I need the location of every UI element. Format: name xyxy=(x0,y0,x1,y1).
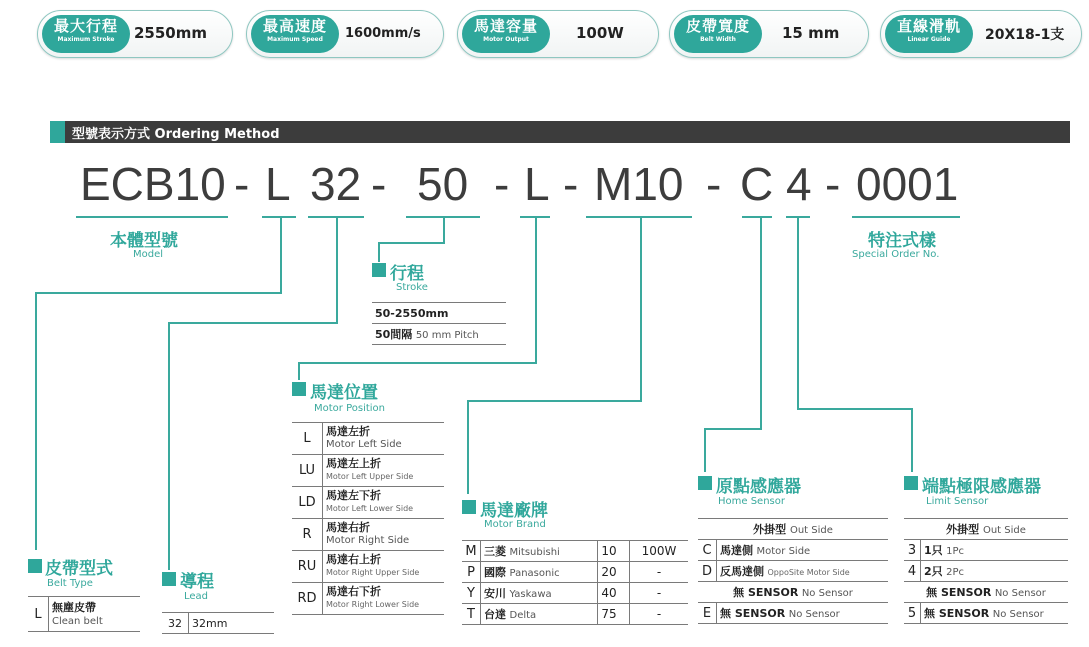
table-row xyxy=(462,541,688,562)
brand-watt: - xyxy=(629,562,688,583)
model-separator: - xyxy=(234,158,250,210)
position-desc xyxy=(323,551,445,583)
brand-num: 10 xyxy=(598,541,630,562)
table-header xyxy=(904,519,1068,540)
table-row xyxy=(292,455,444,487)
lead-label-en: Lead xyxy=(184,591,209,602)
connector-home xyxy=(704,428,762,430)
connector-belt xyxy=(35,292,282,294)
table-row xyxy=(162,613,274,634)
brand-code: Y xyxy=(462,583,481,604)
position-en: Motor Right Upper Side xyxy=(326,568,420,577)
brand-label: 馬達廠牌 xyxy=(480,501,548,521)
table-row xyxy=(698,561,888,582)
connector-brand xyxy=(467,400,469,494)
home-zh: 反馬達側 xyxy=(720,565,764,578)
home-desc xyxy=(698,582,888,603)
spec-pill-stroke xyxy=(37,10,233,58)
limit-code: 4 xyxy=(904,561,921,582)
spec-title: 直線滑軌 xyxy=(896,17,961,35)
brand-table xyxy=(462,540,688,625)
spec-badge xyxy=(462,15,550,53)
spec-subtitle: Motor Output xyxy=(483,36,529,43)
underline-motor xyxy=(586,216,692,218)
belt-desc xyxy=(49,597,141,632)
brand-num: 75 xyxy=(598,604,630,625)
underline-model xyxy=(76,216,228,218)
table-row xyxy=(292,583,444,615)
belt-label: 皮帶型式 xyxy=(45,559,113,579)
stroke-marker xyxy=(372,263,386,277)
position-desc xyxy=(323,519,445,551)
connector-stroke xyxy=(443,218,445,244)
home-head-en: Out Side xyxy=(789,525,833,536)
limit-en: No Sensor xyxy=(992,609,1044,620)
home-en: Motor Side xyxy=(756,546,811,557)
connector-limit xyxy=(911,408,913,472)
brand-zh: 台達 xyxy=(484,608,506,621)
position-code: LU xyxy=(292,455,323,487)
limit-desc xyxy=(921,603,1069,624)
limit-head-en: Out Side xyxy=(982,525,1026,536)
home-zh: 無 SENSOR xyxy=(733,586,799,599)
position-zh: 馬達左折 xyxy=(326,425,370,438)
connector-brand xyxy=(640,218,642,402)
position-code: LD xyxy=(292,487,323,519)
home-marker xyxy=(698,476,712,490)
connector-position xyxy=(298,362,300,380)
model-separator: - xyxy=(563,158,579,210)
limit-en: 1Pc xyxy=(946,546,965,557)
position-zh: 馬達右折 xyxy=(326,521,370,534)
table-row xyxy=(292,487,444,519)
brand-en: Mitsubishi xyxy=(509,547,560,558)
model-part-base: ECB10 xyxy=(80,158,226,210)
brand-code: M xyxy=(462,541,481,562)
limit-desc xyxy=(921,561,1069,582)
stroke-label: 行程 xyxy=(390,264,424,284)
model-part-belt: L xyxy=(265,158,291,210)
model-part-motor: M10 xyxy=(594,158,684,210)
position-en: Motor Right Lower Side xyxy=(326,600,420,609)
brand-name xyxy=(481,541,598,562)
stroke-table xyxy=(372,302,506,345)
spec-badge xyxy=(885,15,973,53)
lead-label: 導程 xyxy=(180,572,214,592)
home-head xyxy=(698,519,888,540)
model-part-stroke: 50 xyxy=(417,158,469,210)
stroke-label-en: Stroke xyxy=(396,282,428,293)
brand-watt: 100W xyxy=(629,541,688,562)
position-zh: 馬達左上折 xyxy=(326,457,381,470)
connector-home xyxy=(760,218,762,430)
stroke-pitch-zh: 50間隔 xyxy=(375,328,413,341)
table-row xyxy=(462,562,688,583)
table-row xyxy=(904,603,1068,624)
home-en: OppoSite Motor Side xyxy=(767,568,850,577)
stroke-range xyxy=(372,303,506,324)
spec-subtitle: Linear Guide xyxy=(907,36,951,43)
brand-en: Delta xyxy=(509,610,537,621)
section-header-accent xyxy=(50,121,65,143)
spec-pill-motor xyxy=(457,10,659,58)
position-zh: 馬達左下折 xyxy=(326,489,381,502)
brand-zh: 國際 xyxy=(484,566,506,579)
table-row xyxy=(462,604,688,625)
home-code: E xyxy=(698,603,717,624)
position-zh: 馬達右下折 xyxy=(326,585,381,598)
stroke-pitch xyxy=(372,324,506,345)
belt-code: L xyxy=(28,597,49,632)
position-en: Motor Left Upper Side xyxy=(326,472,414,481)
table-row xyxy=(292,551,444,583)
model-label-en: Model xyxy=(133,249,164,260)
brand-name xyxy=(481,583,598,604)
limit-code: 3 xyxy=(904,540,921,561)
table-row xyxy=(292,423,444,455)
model-separator: - xyxy=(494,158,510,210)
spec-value: 100W xyxy=(576,24,624,42)
limit-desc xyxy=(921,540,1069,561)
underline-home xyxy=(742,216,772,218)
table-row xyxy=(698,582,888,603)
position-code: L xyxy=(292,423,323,455)
position-desc xyxy=(323,423,445,455)
brand-marker xyxy=(462,500,476,514)
spec-value: 15 mm xyxy=(782,24,840,42)
position-desc xyxy=(323,487,445,519)
model-part-home: C xyxy=(740,158,774,210)
connector-position xyxy=(298,362,537,364)
home-label: 原點感應器 xyxy=(716,477,801,497)
position-code: R xyxy=(292,519,323,551)
connector-lead xyxy=(168,322,338,324)
position-desc xyxy=(323,583,445,615)
connector-stroke xyxy=(378,242,445,244)
brand-zh: 三菱 xyxy=(484,545,506,558)
connector-home xyxy=(704,428,706,472)
special-label-en: Special Order No. xyxy=(852,249,940,260)
home-label-en: Home Sensor xyxy=(718,496,785,507)
limit-head xyxy=(904,519,1068,540)
lead-marker xyxy=(162,572,176,586)
home-desc xyxy=(717,603,889,624)
brand-num: 20 xyxy=(598,562,630,583)
lead-value: 32mm xyxy=(189,613,275,634)
stroke-range-text: 50-2550mm xyxy=(375,306,449,320)
limit-label: 端點極限感應器 xyxy=(922,477,1041,497)
limit-zh: 2只 xyxy=(924,565,943,578)
table-row xyxy=(904,582,1068,603)
spec-value: 20X18-1支 xyxy=(985,27,1065,43)
home-head-zh: 外掛型 xyxy=(753,523,787,536)
lead-code: 32 xyxy=(162,613,189,634)
section-title: 型號表示方式 Ordering Method xyxy=(72,127,280,142)
connector-lead xyxy=(336,218,338,324)
connector-belt xyxy=(280,218,282,294)
belt-en: Clean belt xyxy=(52,615,103,627)
brand-en: Panasonic xyxy=(509,568,560,579)
spec-pill-guide xyxy=(880,10,1082,58)
spec-title: 最高速度 xyxy=(262,17,327,35)
underline-special xyxy=(852,216,960,218)
belt-marker xyxy=(28,559,42,573)
model-part-limit: 4 xyxy=(786,158,812,210)
spec-badge xyxy=(674,15,762,53)
brand-label-en: Motor Brand xyxy=(484,519,546,530)
brand-watt: - xyxy=(629,604,688,625)
home-code: D xyxy=(698,561,717,582)
lead-table xyxy=(162,612,274,634)
spec-subtitle: Maximum Speed xyxy=(267,36,323,43)
brand-name xyxy=(481,562,598,583)
belt-table xyxy=(28,596,140,632)
limit-marker xyxy=(904,476,918,490)
table-row xyxy=(904,561,1068,582)
table-row xyxy=(28,597,140,632)
brand-code: T xyxy=(462,604,481,625)
home-en: No Sensor xyxy=(801,588,853,599)
position-table xyxy=(292,422,444,615)
position-code: RU xyxy=(292,551,323,583)
brand-watt: - xyxy=(629,583,688,604)
brand-en: Yaskawa xyxy=(509,589,552,600)
position-en: Motor Left Lower Side xyxy=(326,504,414,513)
limit-desc xyxy=(904,582,1068,603)
position-en: Motor Left Side xyxy=(326,439,402,450)
limit-head-zh: 外掛型 xyxy=(946,523,980,536)
spec-pill-belt xyxy=(669,10,869,58)
model-part-lead: 32 xyxy=(310,158,362,210)
position-en: Motor Right Side xyxy=(326,535,410,546)
limit-label-en: Limit Sensor xyxy=(926,496,989,507)
connector-brand xyxy=(467,400,642,402)
connector-limit xyxy=(797,408,913,410)
special-label: 特注式樣 xyxy=(868,231,936,251)
home-zh: 馬達側 xyxy=(720,544,753,557)
belt-label-en: Belt Type xyxy=(47,578,93,589)
brand-code: P xyxy=(462,562,481,583)
spec-value: 2550mm xyxy=(134,24,208,42)
brand-num: 40 xyxy=(598,583,630,604)
table-row xyxy=(462,583,688,604)
home-table xyxy=(698,518,888,624)
connector-limit xyxy=(797,218,799,410)
table-row xyxy=(698,603,888,624)
belt-zh: 無塵皮帶 xyxy=(52,600,96,614)
underline-belt xyxy=(262,216,296,218)
home-zh: 無 SENSOR xyxy=(720,607,786,620)
limit-zh: 無 SENSOR xyxy=(924,607,990,620)
brand-name xyxy=(481,604,598,625)
limit-zh: 1只 xyxy=(924,544,943,557)
spec-title: 馬達容量 xyxy=(473,17,538,35)
brand-zh: 安川 xyxy=(484,587,506,600)
position-zh: 馬達右上折 xyxy=(326,553,381,566)
model-label: 本體型號 xyxy=(110,231,178,251)
table-row xyxy=(698,540,888,561)
spec-badge xyxy=(42,15,130,53)
limit-zh: 無 SENSOR xyxy=(926,586,992,599)
home-desc xyxy=(717,540,889,561)
model-separator: - xyxy=(825,158,841,210)
connector-lead xyxy=(168,322,170,570)
home-code: C xyxy=(698,540,717,561)
connector-stroke xyxy=(378,242,380,262)
position-label-en: Motor Position xyxy=(314,403,386,414)
table-header xyxy=(698,519,888,540)
model-separator: - xyxy=(706,158,722,210)
position-code: RD xyxy=(292,583,323,615)
spec-pill-speed xyxy=(246,10,444,58)
spec-subtitle: Belt Width xyxy=(700,36,736,43)
spec-title: 最大行程 xyxy=(53,17,118,35)
limit-en: No Sensor xyxy=(994,588,1046,599)
connector-belt xyxy=(35,292,37,550)
home-en: No Sensor xyxy=(788,609,840,620)
model-part-special: 0001 xyxy=(856,158,959,210)
spec-value: 1600mm/s xyxy=(345,26,421,41)
spec-badge xyxy=(251,15,339,53)
table-row xyxy=(904,540,1068,561)
connector-position xyxy=(535,218,537,364)
limit-code: 5 xyxy=(904,603,921,624)
position-marker xyxy=(292,382,306,396)
position-label: 馬達位置 xyxy=(310,383,378,403)
position-desc xyxy=(323,455,445,487)
model-part-position: L xyxy=(524,158,550,210)
home-desc xyxy=(717,561,889,582)
spec-title: 皮帶寬度 xyxy=(685,17,750,35)
limit-en: 2Pc xyxy=(946,567,965,578)
limit-table xyxy=(904,518,1068,624)
table-row xyxy=(292,519,444,551)
spec-subtitle: Maximum Stroke xyxy=(57,36,115,43)
stroke-pitch-en: 50 mm Pitch xyxy=(415,330,479,341)
model-separator: - xyxy=(371,158,387,210)
